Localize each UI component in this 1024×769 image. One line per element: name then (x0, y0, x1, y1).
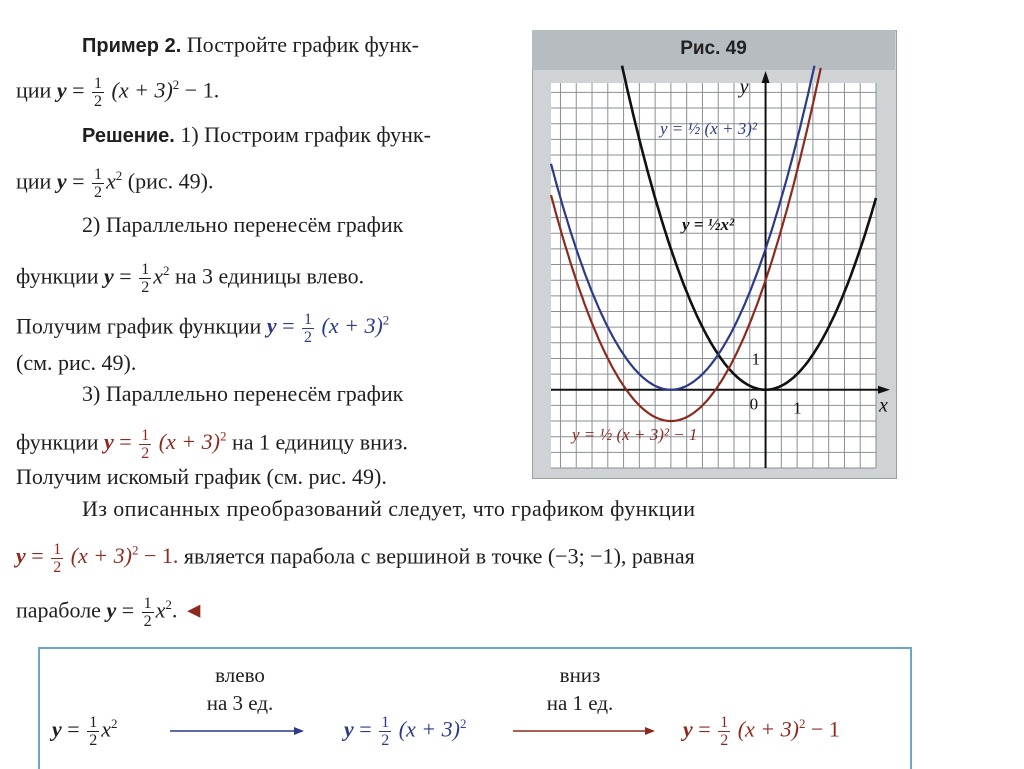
func-y: y (344, 716, 354, 742)
step3-c: Получим искомый график (см. рис. 49). (16, 464, 387, 489)
frac-num: 1 (94, 165, 103, 183)
solution-line-6 (16, 350, 136, 376)
left-arrow-label-2: на 3 ед. (206, 691, 274, 715)
func-y: y (266, 313, 277, 339)
func-y: y (106, 597, 117, 623)
solution-line-8 (16, 424, 408, 462)
square: 2 (219, 429, 227, 444)
x-axis-arrow-icon (878, 386, 890, 394)
solution-line-4 (16, 258, 364, 296)
eq-sign: = (698, 716, 711, 742)
step3-suffix: на 1 единицу вниз. (231, 429, 408, 455)
frac-num: 1 (141, 260, 150, 278)
frac-num: 1 (94, 74, 103, 92)
fraction-half (142, 595, 154, 630)
step3-prefix: функции (16, 429, 99, 455)
y-tick-label: 1 (751, 349, 761, 369)
square: 2 (459, 716, 467, 732)
frac-num: 1 (143, 594, 152, 612)
square: 2 (165, 597, 172, 612)
example-heading: Пример 2. (82, 35, 182, 57)
example-line-1 (82, 32, 419, 59)
step2-d: (см. рис. 49). (16, 350, 137, 375)
step2-prefix: функции (16, 263, 99, 289)
func-y: y (104, 429, 114, 455)
solution-heading: Решение. (82, 125, 175, 147)
frac-den: 2 (94, 92, 103, 110)
conclusion-text-1: Из описанных преобразований следует, что графиком функции (82, 496, 696, 521)
step2-c: Получим график функции (16, 313, 262, 339)
conclusion-text-3: параболе (16, 597, 101, 623)
right-arrow-label-1: вниз (559, 663, 601, 687)
step1-suffix: (рис. 49). (127, 168, 214, 194)
square: 2 (172, 77, 180, 92)
solution-line-3 (82, 212, 403, 238)
expr-x: x (106, 168, 116, 194)
scheme-formula-2 (344, 714, 466, 749)
example-prefix: ции (16, 77, 52, 103)
step2-a: 2) Параллельно перенесём график (82, 212, 404, 237)
square: 2 (115, 168, 123, 183)
eq-sign: = (282, 313, 295, 339)
expr-shift: (x + 3) (398, 716, 460, 742)
fraction-half (51, 541, 63, 576)
label-black-parabola: y = ½x² (682, 215, 735, 234)
fraction-half (302, 311, 314, 346)
conclusion-text-2: является парабола с вершиной в точке (−3; −1), равная (183, 543, 695, 569)
step2-suffix: на 3 единицы влево. (174, 263, 365, 289)
frac-den: 2 (89, 732, 98, 749)
fraction-half (87, 714, 99, 749)
frac-den: 2 (304, 328, 313, 346)
square: 2 (798, 716, 806, 732)
frac-num: 1 (720, 714, 729, 731)
eq-sign: = (359, 716, 372, 742)
expr-shift: (x + 3) (737, 716, 799, 742)
frac-den: 2 (141, 278, 150, 296)
expr-shift: (x + 3) (111, 77, 173, 103)
x-tick-label: 1 (793, 398, 802, 418)
eq-sign: = (72, 168, 85, 194)
fraction-half (92, 166, 104, 201)
end-marker-icon: ◄ (182, 597, 205, 623)
func-y: y (56, 77, 67, 103)
minus-one: − 1. (143, 543, 179, 569)
fraction-half (139, 261, 151, 296)
label-blue-parabola: y = ½ (x + 3)² (660, 119, 757, 138)
scheme-formula-3 (683, 714, 840, 749)
expr-shift: (x + 3) (70, 543, 132, 569)
frac-den: 2 (141, 444, 150, 462)
solution-line-9 (16, 464, 387, 490)
label-red-parabola: y = ½ (x + 3)² − 1 (572, 425, 698, 444)
eq-sign: = (72, 77, 85, 103)
frac-num: 1 (89, 714, 98, 731)
conclusion-line-2 (16, 538, 695, 576)
square: 2 (131, 543, 139, 558)
x-axis-label: x (879, 394, 888, 417)
solution-line-1 (82, 122, 431, 149)
expr-x: x (101, 716, 111, 742)
left-arrow-label-1: влево (215, 663, 265, 687)
eq-sign: = (67, 716, 80, 742)
frac-den: 2 (94, 183, 103, 201)
eq-sign: = (121, 597, 135, 623)
step3-a: 3) Параллельно перенесём график (82, 381, 404, 406)
solution-line-5 (16, 308, 389, 346)
func-y: y (16, 543, 26, 569)
fraction-half (139, 427, 151, 462)
eq-sign: = (31, 543, 44, 569)
transformation-scheme (38, 647, 912, 769)
square: 2 (382, 313, 390, 328)
plot-background (551, 83, 876, 468)
frac-num: 1 (381, 714, 390, 731)
func-y: y (683, 716, 693, 742)
example-intro: Постройте график функ- (186, 32, 420, 57)
frac-den: 2 (381, 732, 390, 749)
frac-num: 1 (141, 426, 150, 444)
step1-a: 1) Построим график функ- (180, 122, 431, 147)
frac-num: 1 (304, 310, 313, 328)
fraction-half (718, 714, 730, 749)
func-y: y (52, 716, 62, 742)
func-y: y (56, 168, 67, 194)
origin-label: 0 (749, 394, 759, 414)
frac-den: 2 (720, 732, 729, 749)
eq-sign: = (119, 429, 132, 455)
scheme-formula-1 (52, 714, 117, 749)
frac-num: 1 (53, 540, 62, 558)
square: 2 (162, 263, 170, 278)
expr-x: x (155, 597, 166, 623)
example-line-2 (16, 72, 219, 110)
expr-shift: (x + 3) (158, 429, 220, 455)
figure-graph (532, 30, 895, 477)
fraction-half (379, 714, 391, 749)
fraction-half (92, 75, 104, 110)
right-arrow-label-2: на 1 ед. (546, 691, 614, 715)
square: 2 (110, 716, 118, 732)
solution-line-2 (16, 163, 213, 201)
minus-one: − 1. (184, 77, 220, 103)
eq-sign: = (119, 263, 132, 289)
expr-shift: (x + 3) (321, 313, 383, 339)
conclusion-line-1 (82, 496, 695, 522)
step1-prefix: ции (16, 168, 52, 194)
func-y: y (104, 263, 114, 289)
solution-line-7 (82, 381, 403, 407)
y-axis-arrow-icon (762, 71, 770, 83)
frac-den: 2 (143, 612, 152, 630)
figure-title: Рис. 49 (680, 38, 747, 59)
minus-one: − 1 (810, 716, 840, 742)
frac-den: 2 (53, 558, 62, 576)
y-axis-label: y (739, 76, 749, 98)
expr-x: x (153, 263, 163, 289)
conclusion-line-3: параболе y = $\frac{1}{2}$ $x^2$. ◄ (16, 594, 205, 630)
